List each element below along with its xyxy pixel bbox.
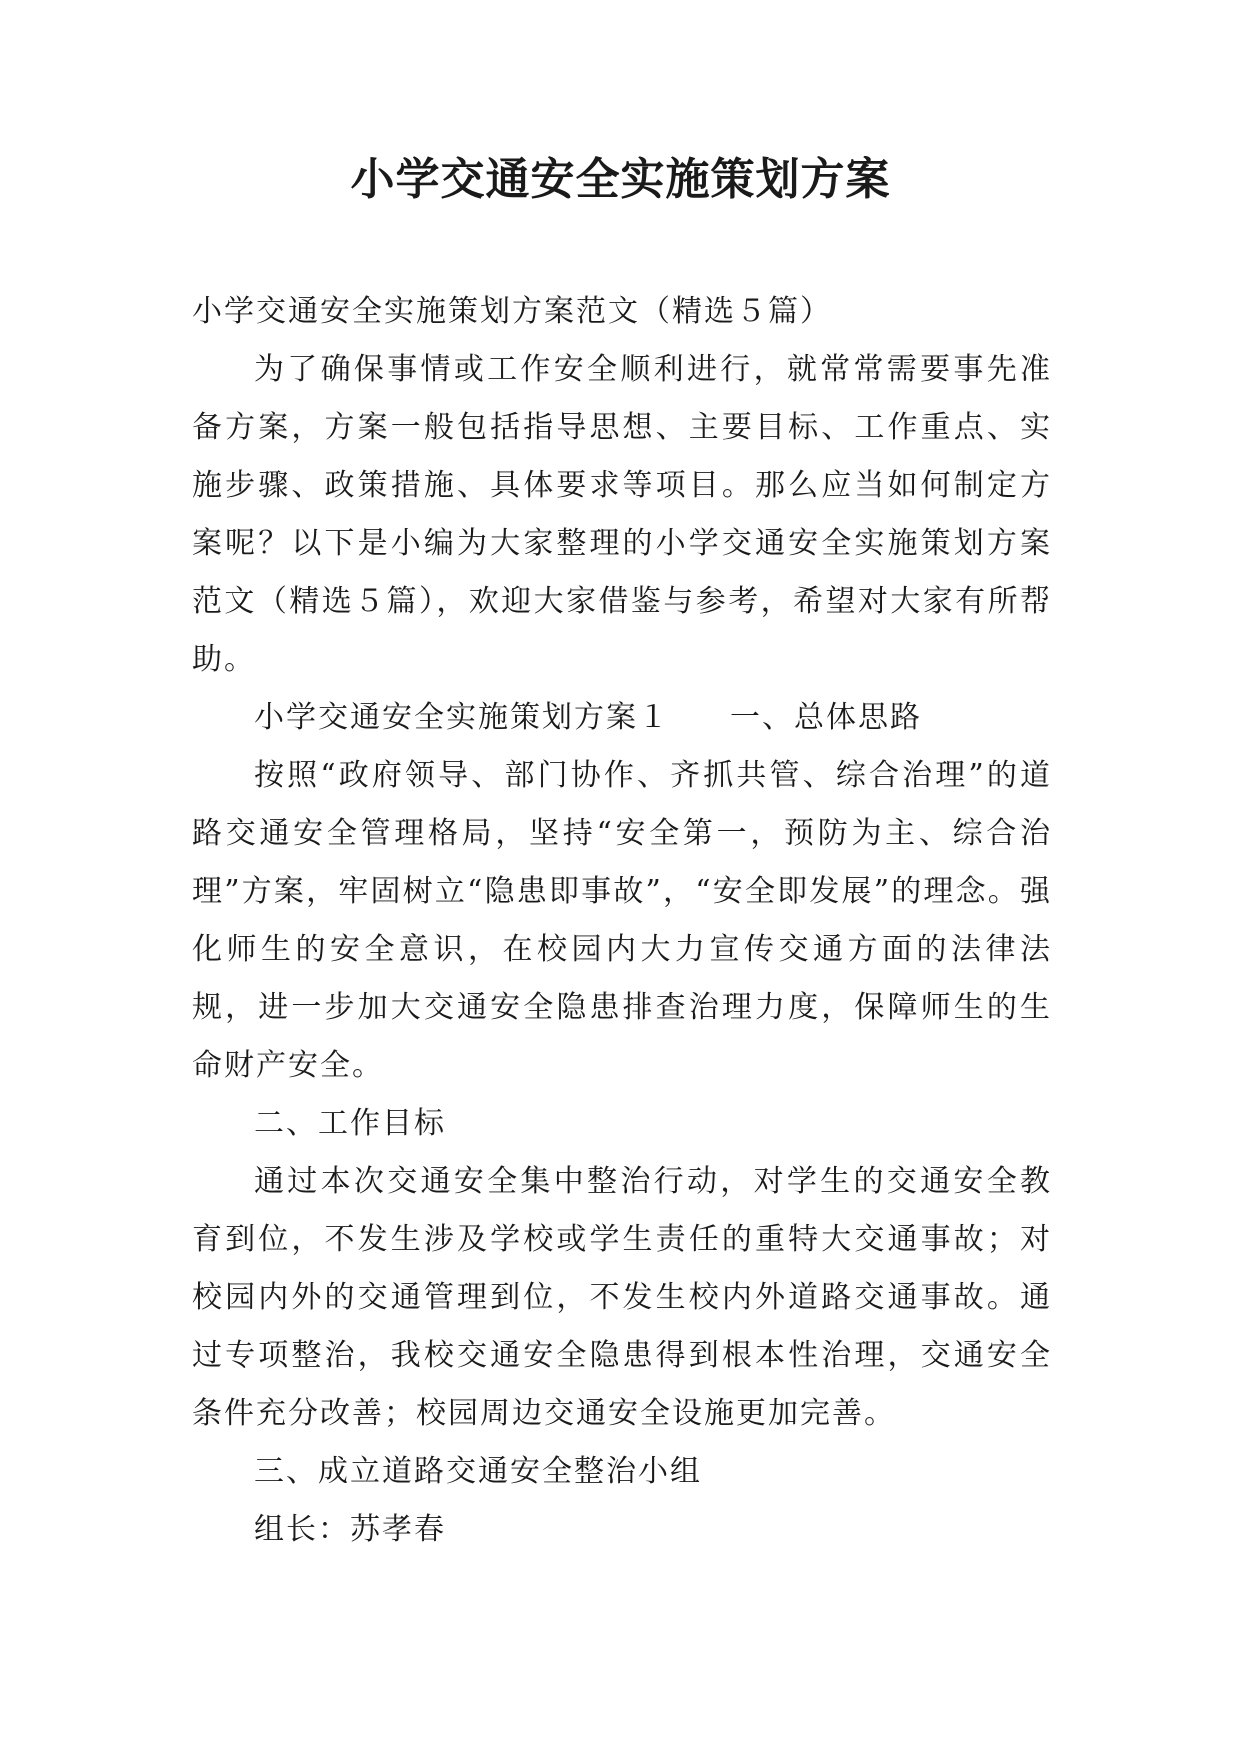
section2-paragraph: 通过本次交通安全集中整治行动，对学生的交通安全教育到位，不发生涉及学校或学生责任的重特大交通事故；对校园内外的交通管理到位，不发生校内外道路交通事故。通过专项整治，我校交通安全隐患得到根本性治理，交通安全条件充分改善；校园周边交通安全设施更加完善。 <box>192 1164 1052 1431</box>
section2-heading: 二、工作目标 <box>254 1106 446 1141</box>
section1-paragraph: 按照“政府领导、部门协作、齐抓共管、综合治理”的道路交通安全管理格局，坚持“安全第一，预防为主、综合治理”方案，牢固树立“隐患即事故”，“安全即发展”的理念。强化师生的安全意识，在校园内大力宣传交通方面的法律法规，进一步加大交通安全隐患排查治理力度，保障师生的生命财产安全。 <box>192 758 1052 1083</box>
leader-line: 组长：苏孝春 <box>254 1512 446 1547</box>
document-subtitle: 小学交通安全实施策划方案范文（精选５篇） <box>192 294 832 329</box>
section1-label: 小学交通安全实施策划方案１ <box>254 700 670 735</box>
document-body <box>192 283 1052 1559</box>
section1-heading: 一、总体思路 <box>730 700 922 735</box>
document-title: 小学交通安全实施策划方案 <box>350 154 891 205</box>
section3-heading: 三、成立道路交通安全整治小组 <box>254 1454 702 1489</box>
section1-header-line <box>192 689 1052 747</box>
intro-paragraph: 为了确保事情或工作安全顺利进行，就常常需要事先准备方案，方案一般包括指导思想、主要目标、工作重点、实施步骤、政策措施、具体要求等项目。那么应当如何制定方案呢？以下是小编为大家整理的小学交通安全实施策划方案范文（精选５篇），欢迎大家借鉴与参考，希望对大家有所帮助。 <box>192 352 1052 677</box>
